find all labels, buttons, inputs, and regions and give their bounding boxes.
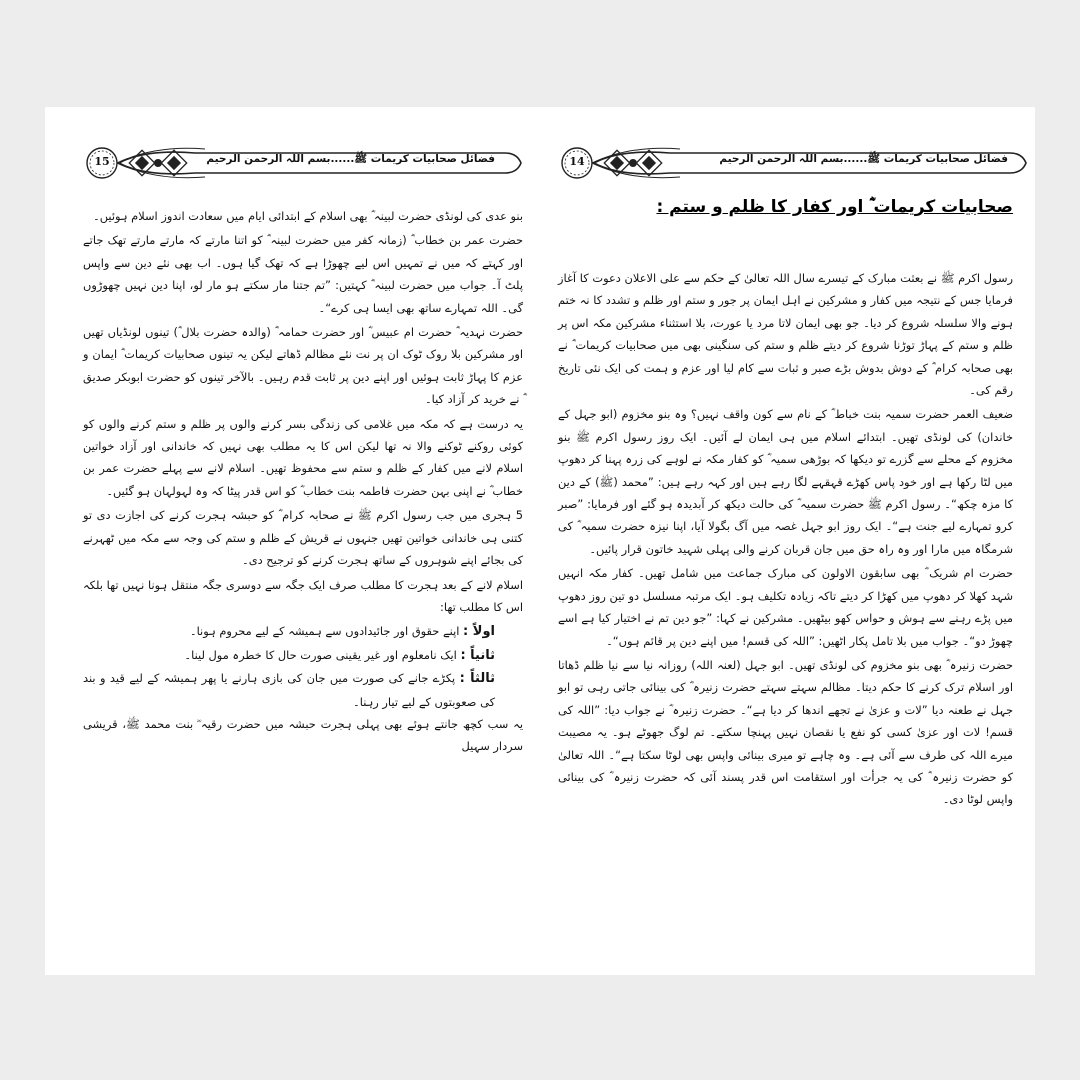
paragraph: 5 ہجری میں جب رسول اکرم ﷺ نے صحابہ کرام ؓ کو حبشہ ہجرت کرنے کی اجازت دی تو کتنی ہی خاندانی خواتین تھیں جنہوں نے قریش کے ظلم و ستم کی وجہ سے مکہ میں ٹھہرنے کی بجائے اپنے شوہروں کے ساتھ ہجرت کرنے کو ترجیح دی۔: [83, 508, 523, 568]
page-number: 14: [569, 155, 585, 168]
list-item-label: ثانیاً :: [460, 647, 495, 663]
paragraph: حضرت عمر بن خطاب ؓ (زمانہ کفر میں حضرت لبینہ ؓ کو اتنا مارتے کہ مارتے مارتے تھک جاتے اور کہتے کہ میں نے تمہیں اس لیے چھوڑا ہے کہ تھک گیا ہوں۔ اب بھی نئے دین سے واپس پلٹ آ۔ جواب میں حضرت لبینہ ؓ کہتیں: ”تم جتنا مار سکتے ہو مار لو، اپنا دین نہیں چھوڑوں گی۔ اللہ تمہارے ساتھ بھی ایسا ہی کرے“۔: [83, 233, 523, 315]
paragraph: اسلام لانے کے بعد ہجرت کا مطلب صرف ایک جگہ سے دوسری جگہ منتقل ہونا نہیں تھا بلکہ اس کا مطلب تھا:: [83, 577, 523, 614]
list-item: [83, 620, 523, 643]
paragraph: حضرت زنیرہ ؓ بھی بنو مخزوم کی لونڈی تھیں۔ ابو جہل (لعنہ اللہ) روزانہ نیا سے نیا ظلم ڈھاتا اور اسلام ترک کرنے کا حکم دیتا۔ مظالم سہتے سہتے حضرت زنیرہ ؓ کی بینائی جاتی رہی تو ابو جہل نے طعنہ دیا ”لات و عزیٰ نے تجھے اندھا کر دیا ہے“۔ حضرت زنیرہ ؓ نے جواب دیا: ”اللہ کی قسم! لات اور عزیٰ کسی کو نفع یا نقصان نہیں پہنچا سکتے۔ تم لوگ جھوٹے ہو۔ یہ مصیبت میرے اللہ کی طرف سے آئی ہے۔ وہ چاہے تو میری بینائی واپس بھی لوٹا سکتا ہے“۔ اللہ تعالیٰ کو حضرت زنیرہ ؓ کی یہ جرأت اور استقامت اس قدر پسند آئی کہ حضرت زنیرہ ؓ کی بینائی واپس لوٹا دی۔: [558, 657, 1013, 807]
paragraph: بنو عدی کی لونڈی حضرت لبینہ ؓ بھی اسلام کے ابتدائی ایام میں سعادت اندوز اسلام ہوئیں۔: [93, 209, 523, 223]
list-item-text: ایک نامعلوم اور غیر یقینی صورت حال کا خطرہ مول لینا۔: [184, 647, 457, 662]
paragraph: ضعیف العمر حضرت سمیہ بنت خباط ؓ کے نام سے کون واقف نہیں؟ وہ بنو مخزوم (ابو جہل کے خاندان) کی لونڈی تھیں۔ ابتدائے اسلام میں ہی ایمان لے آئیں۔ ایک روز رسول اکرم ﷺ بنو مخزوم کے محلے سے گزرے تو دیکھا کہ بوڑھی سمیہ ؓ کو کفار مکہ نے لوہے کی زرہ پہنا کر دھوپ میں لٹا رکھا ہے اور خود پاس کھڑے قہقہے لگا رہے ہیں اور کہہ رہے ہیں: ”محمد (ﷺ) کے دین کا مزہ چکھ“۔ رسول اکرم ﷺ حضرت سمیہ ؓ کی حالت دیکھ کر آبدیدہ ہو گئے اور فرمایا: ”صبر کرو تمہارے لیے جنت ہے“۔ ایک روز ابو جہل غصہ میں آگ بگولا آیا، اپنا نیزہ حضرت سمیہ ؓ کی شرمگاہ میں مارا اور وہ راہ حق میں جان قربان کرنے والی پہلی شہید خاتون قرار پائیں۔: [558, 407, 1013, 556]
list-item-text: اپنے حقوق اور جائیدادوں سے ہمیشہ کے لیے محروم ہونا۔: [189, 624, 460, 639]
running-header-title: فضائل صحابیات کریمات ﷺ......بسم اللہ الرحمن الرحیم: [719, 153, 1008, 165]
page-14: [540, 107, 1035, 975]
paragraph: یہ درست ہے کہ مکہ میں غلامی کی زندگی بسر کرنے والوں پر ظلم و ستم کرنے والوں کو کوئی روکنے ٹوکنے والا نہ تھا لیکن اس کا یہ مطلب بھی نہیں کہ خاندانی اور آزاد خواتین اسلام لانے میں کفار کے ظلم و ستم سے محفوظ تھیں۔ اسلام لانے سے پہلے حضرت عمر بن خطاب ؓ نے اپنی بہن حضرت فاطمہ بنت خطاب ؓ کو اس قدر پیٹا کہ وہ لہولہان ہو گئیں۔: [83, 416, 523, 498]
page-15: [45, 107, 540, 975]
running-header-title: فضائل صحابیات کریمات ﷺ......بسم اللہ الرحمن الرحیم: [206, 153, 495, 165]
paragraph: حضرت نہدیہ ؓ حضرت ام عبیس ؓ اور حضرت حمامہ ؓ (والدہ حضرت بلال ؓ) تینوں لونڈیاں تھیں اور مشرکین بلا روک ٹوک ان پر نت نئے مظالم ڈھاتے لیکن یہ تینوں صحابیات کریمات ؓ ایمان و عزم کا پہاڑ ثابت ہوئیں اور اپنے دین پر ثابت قدم رہیں۔ بالآخر تینوں کو حضرت ابوبکر صدیق ؓ نے خرید کر آزاد کیا۔: [83, 325, 523, 407]
paragraph: رسول اکرم ﷺ نے بعثت مبارک کے تیسرے سال اللہ تعالیٰ کے حکم سے علی الاعلان دعوت کا آغاز فرمایا جس کے نتیجہ میں کفار و مشرکین نے اہل ایمان پر جور و ستم اور ظلم و تشدد کا نہ ختم ہونے والا سلسلہ شروع کر دیا۔ جو بھی ایمان لاتا مرد یا عورت، بلا استثناء مشرکین مکہ اس پر ظلم و ستم کے پہاڑ توڑنا شروع کر دیتے ظلم و ستم کی سنگینی بھی میں صحابیات کریمات ؓ نے بھی صحابہ کرام ؓ کے دوش بدوش بڑے صبر و ثبات سے کام لیا اور عزم و ہمت کی ایک نئی تاریخ رقم کی۔: [558, 271, 1013, 398]
list-item-text: پکڑے جانے کی صورت میں جان کی بازی ہارنے یا پھر ہمیشہ کے لیے قید و بند کی صعوبتوں کے لیے تیار رہنا۔: [83, 671, 495, 709]
page-body: [83, 205, 523, 760]
page-number: 15: [94, 155, 110, 168]
running-header: [560, 143, 1030, 183]
page-body: [558, 267, 1013, 813]
list-item: [83, 644, 523, 667]
running-header: [85, 143, 525, 183]
book-spread: [45, 107, 1035, 975]
list-item: [83, 667, 523, 713]
closing-paragraph: یہ سب کچھ جانتے ہوئے بھی پہلی ہجرت حبشہ میں حضرت رقیہ ؓ بنت محمد ﷺ، قریشی سردار سہیل: [83, 716, 523, 754]
list-item-label: ثالثاً :: [459, 671, 495, 687]
section-heading: صحابیات کریمات ؓ اور کفار کا ظلم و ستم :: [656, 197, 1013, 217]
list-item-label: اولاً :: [463, 624, 495, 640]
paragraph: حضرت ام شریک ؓ بھی سابقون الاولون کی مبارک جماعت میں شامل تھیں۔ کفار مکہ انہیں شہد کھلا کر دھوپ میں کھڑا کر دیتے تاکہ زیادہ تکلیف ہو۔ ایک مرتبہ مسلسل دو تین روز دھوپ میں پڑے رہنے سے ہوش و حواس کھو بیٹھیں۔ مشرکین نے کہا: ”جو دین تم نے اختیار کیا ہے اسے چھوڑ دو“۔ جواب میں بلا تامل پکار اٹھیں: ”اللہ کی قسم! میں اپنے دین پر قائم ہوں“۔: [558, 566, 1013, 648]
